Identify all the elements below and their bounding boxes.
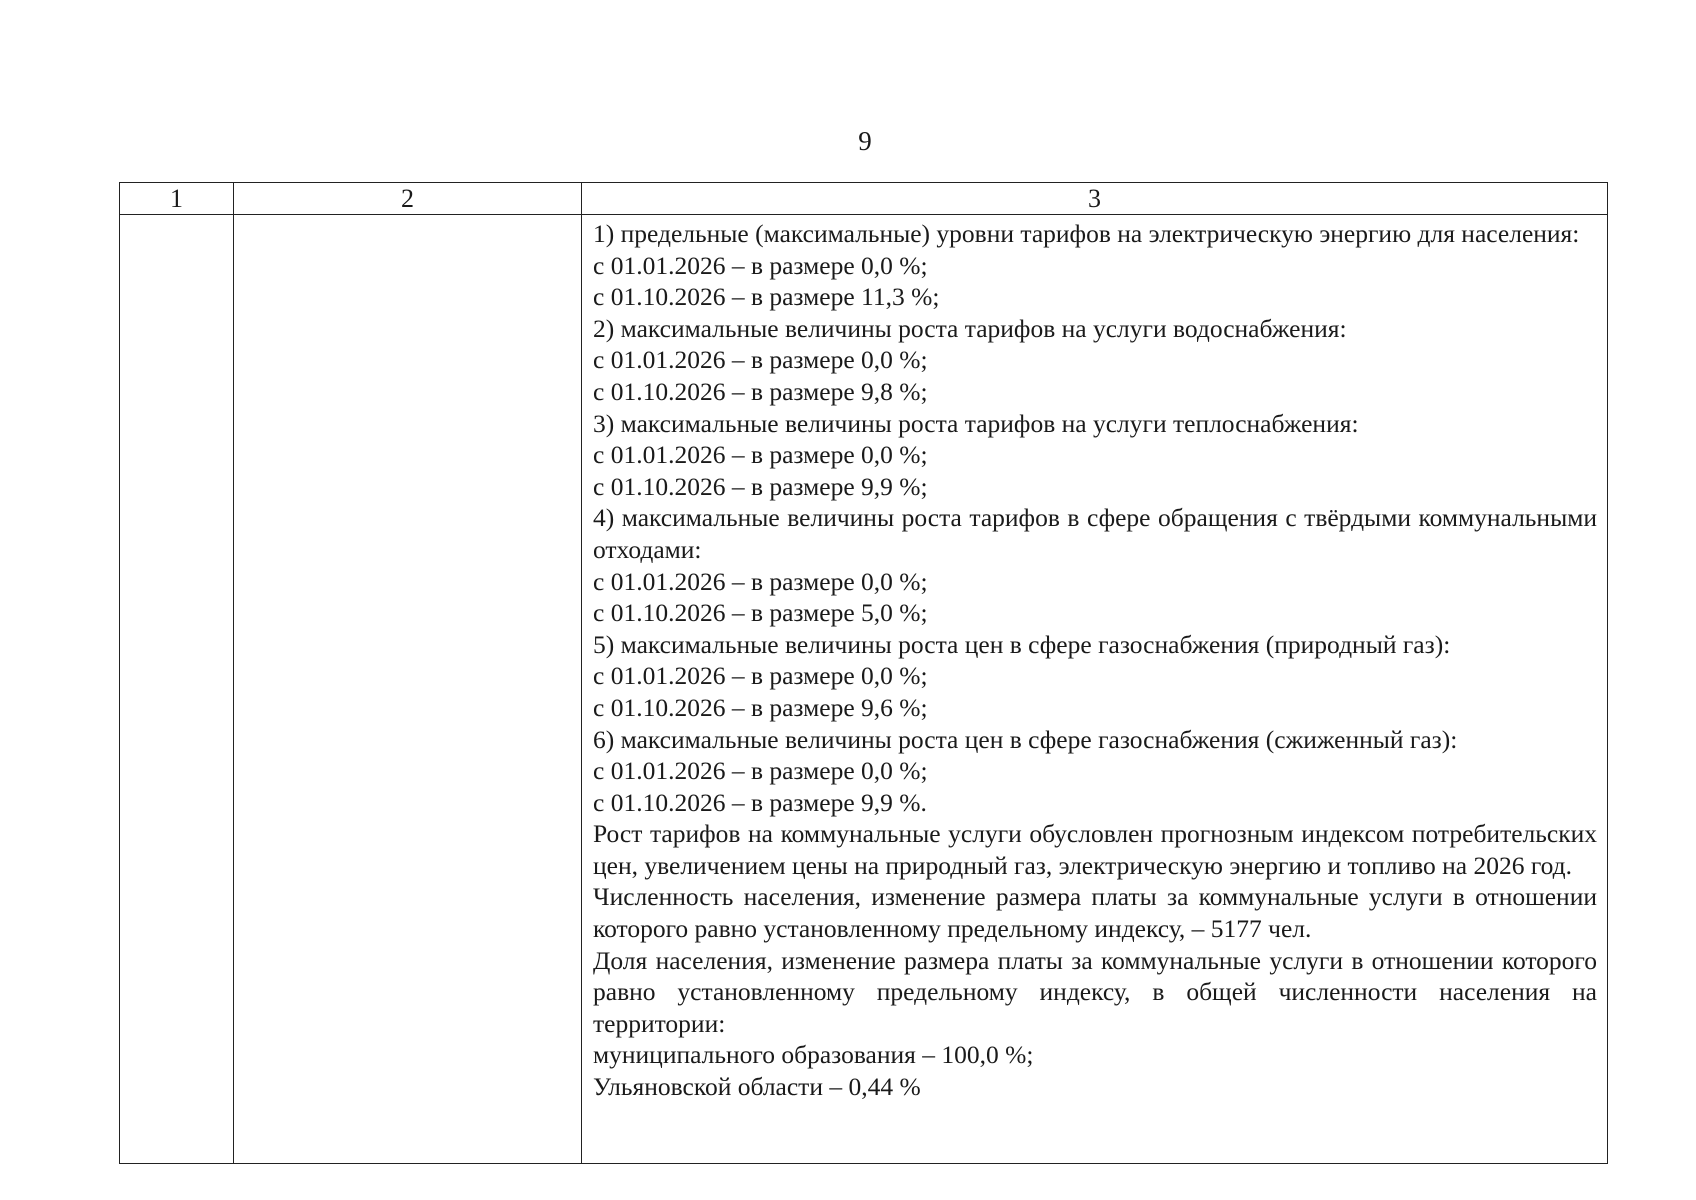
content-paragraph: муниципального образования – 100,0 %; [593, 1040, 1034, 1070]
content-paragraph: 2) максимальные величины роста тарифов на услуги водоснабжения: [593, 313, 1347, 343]
page-number: 9 [858, 126, 872, 156]
content-paragraph: с 01.10.2026 – в размере 9,8 %; [593, 376, 928, 406]
content-paragraph: 4) максимальные величины роста тарифов в сфере обращения с твёрдыми коммунальными отходами: [593, 503, 1597, 564]
content-paragraph: с 01.01.2026 – в размере 0,0 %; [593, 440, 928, 470]
body-cell-2 [234, 215, 582, 1164]
content-paragraph: с 01.01.2026 – в размере 0,0 %; [593, 250, 928, 280]
content-paragraph: с 01.10.2026 – в размере 9,6 %; [593, 692, 928, 722]
body-cell-1 [120, 215, 234, 1164]
content-paragraph: с 01.01.2026 – в размере 0,0 %; [593, 756, 928, 786]
content-paragraph: Численность населения, изменение размера платы за коммунальные услуги в отношении которого равно установленному предельному индексу, – 5177 чел. [593, 882, 1597, 944]
header-cell-1: 1 [120, 183, 234, 215]
table-row [120, 215, 1608, 1164]
table-header-row [120, 183, 1608, 215]
content-paragraph: с 01.10.2026 – в размере 9,9 %; [593, 471, 928, 501]
content-paragraph: Рост тарифов на коммунальные услуги обусловлен прогнозным индексом потребительских цен, увеличением цены на природный газ, электрическую энергию и топливо на 2026 год. [593, 819, 1597, 880]
body-cell-3 [582, 215, 1608, 1164]
content-paragraph: с 01.01.2026 – в размере 0,0 %; [593, 566, 928, 596]
content-paragraph: 6) максимальные величины роста цен в сфере газоснабжения (сжиженный газ): [593, 724, 1458, 754]
header-cell-2: 2 [234, 183, 582, 215]
content-paragraph: Доля населения, изменение размера платы за коммунальные услуги в отношении которого равно установленному предельному индексу, в общей численности населения на территории: [593, 945, 1597, 1038]
content-paragraph: 5) максимальные величины роста цен в сфере газоснабжения (природный газ): [593, 629, 1451, 659]
document-table [119, 182, 1608, 1164]
content-paragraph: с 01.01.2026 – в размере 0,0 %; [593, 345, 928, 375]
content-paragraph: 3) максимальные величины роста тарифов на услуги теплоснабжения: [593, 408, 1359, 438]
content-paragraph: Ульяновской области – 0,44 % [593, 1072, 921, 1102]
content-paragraph: 1) предельные (максимальные) уровни тарифов на электрическую энергию для населения: [593, 219, 1580, 248]
content-paragraph: с 01.01.2026 – в размере 0,0 %; [593, 661, 928, 691]
cell-content [582, 215, 1607, 1103]
content-paragraph: с 01.10.2026 – в размере 11,3 %; [593, 282, 940, 312]
header-cell-3: 3 [582, 183, 1608, 215]
content-paragraph: с 01.10.2026 – в размере 9,9 %. [593, 787, 927, 817]
content-paragraph: с 01.10.2026 – в размере 5,0 %; [593, 598, 928, 628]
